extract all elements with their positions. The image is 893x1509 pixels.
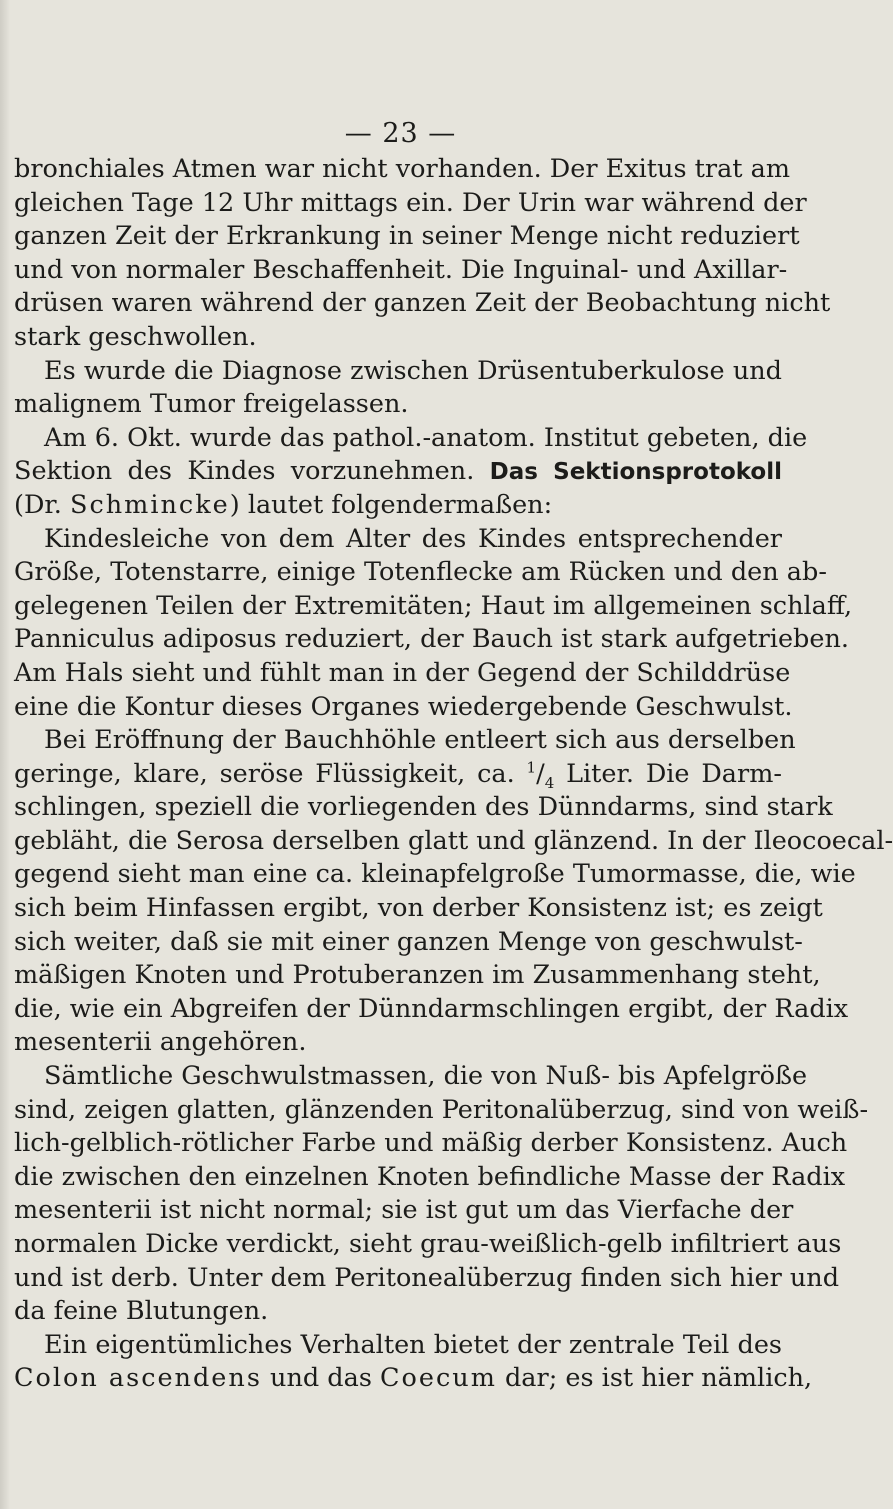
- fraction-denominator: 4: [544, 773, 555, 792]
- text-line: Bei Eröffnung der Bauchhöhle entleert sich aus derselben: [44, 725, 796, 756]
- text-span: dar; es ist hier nämlich,: [504, 1363, 813, 1394]
- text-line: gleichen Tage 12 Uhr mittags ein. Der Urin war während der: [14, 187, 807, 218]
- fraction-numerator: 1: [526, 758, 537, 777]
- text-line: sich weiter, daß sie mit einer ganzen Menge von geschwulst-: [14, 926, 803, 957]
- text-span: (Dr.: [14, 489, 62, 520]
- text-line: Panniculus adiposus reduziert, der Bauch ist stark aufgetrieben.: [14, 624, 849, 655]
- text-line: [14, 455, 782, 489]
- text-line: gelegenen Teilen der Extremitäten; Haut im allgemeinen schlaff,: [14, 590, 853, 621]
- author-name: Schmincke: [70, 489, 230, 520]
- text-line: stark geschwollen.: [14, 321, 257, 352]
- text-line: lich-gelblich-rötlicher Farbe und mäßig derber Konsistenz. Auch: [14, 1128, 848, 1159]
- text-span: geringe, klare, seröse Flüssigkeit, ca.: [14, 758, 515, 789]
- text-line: mesenterii angehören.: [14, 1027, 307, 1058]
- text-span: ) lautet folgendermaßen:: [229, 489, 553, 520]
- text-span: Sektion des Kindes vorzunehmen.: [14, 456, 475, 487]
- term-coecum: Coecum: [380, 1363, 497, 1394]
- text-line: Ein eigentümliches Verhalten bietet der zentrale Teil des: [44, 1329, 782, 1360]
- text-line: normalen Dicke verdickt, sieht grau-weißlich-gelb infiltriert aus: [14, 1229, 842, 1259]
- text-line: bronchiales Atmen war nicht vorhanden. Der Exitus trat am: [14, 154, 791, 184]
- text-line: malignem Tumor freigelassen.: [14, 389, 409, 420]
- text-line: drüsen waren während der ganzen Zeit der Beobachtung nicht: [14, 288, 831, 319]
- text-line: schlingen, speziell die vorliegenden des Dünndarms, sind stark: [14, 792, 833, 823]
- term-colon-ascendens: Colon ascendens: [14, 1363, 262, 1394]
- text-line: gebläht, die Serosa derselben glatt und glänzend. In der Ileocoecal-: [14, 825, 893, 856]
- text-line: Es wurde die Diagnose zwischen Drüsentuberkulose und: [44, 355, 782, 386]
- text-span: und das: [270, 1363, 372, 1394]
- text-line: Am Hals sieht und fühlt man in der Gegend der Schilddrüse: [14, 657, 791, 688]
- text-span: Liter. Die Darm-: [566, 758, 782, 789]
- protocol-heading: Das Sektionsprotokoll: [489, 459, 782, 486]
- page-number: — 23 —: [344, 118, 457, 149]
- text-line: [14, 489, 782, 523]
- text-line: mäßigen Knoten und Protuberanzen im Zusammenhang steht,: [14, 960, 821, 991]
- page-edge-shadow: [0, 0, 10, 1509]
- text-line: die zwischen den einzelnen Knoten befindliche Masse der Radix: [14, 1161, 846, 1192]
- text-line: Sämtliche Geschwulstmassen, die von Nuß- bis Apfelgröße: [44, 1061, 808, 1092]
- text-line: da feine Blutungen.: [14, 1296, 269, 1327]
- text-line: eine die Kontur dieses Organes wiedergebende Geschwulst.: [14, 691, 793, 722]
- text-line: und von normaler Beschaffenheit. Die Inguinal- und Axillar-: [14, 254, 788, 285]
- text-line: und ist derb. Unter dem Peritonealüberzug finden sich hier und: [14, 1262, 840, 1293]
- text-line: ganzen Zeit der Erkrankung in seiner Menge nicht reduziert: [14, 221, 800, 252]
- text-line: sind, zeigen glatten, glänzenden Peritonalüberzug, sind von weiß-: [14, 1094, 869, 1125]
- body-text: [14, 153, 893, 1396]
- text-line: mesenterii ist nicht normal; sie ist gut um das Vierfache der: [14, 1195, 794, 1226]
- text-line: gegend sieht man eine ca. kleinapfelgroße Tumormasse, die, wie: [14, 859, 856, 890]
- text-line: Am 6. Okt. wurde das pathol.-anatom. Institut gebeten, die: [44, 422, 808, 453]
- text-line: Kindesleiche von dem Alter des Kindes entsprechender: [44, 523, 782, 554]
- text-line: sich beim Hinfassen ergibt, von derber Konsistenz ist; es zeigt: [14, 893, 823, 924]
- text-line: die, wie ein Abgreifen der Dünndarmschlingen ergibt, der Radix: [14, 993, 849, 1024]
- text-line: geringe, klare, seröse Flüssigkeit, ca. $^1/_4$ Liter. Die Darm-: [14, 758, 782, 792]
- text-line: Größe, Totenstarre, einige Totenflecke am Rücken und den ab-: [14, 557, 827, 588]
- text-line: [14, 1362, 813, 1396]
